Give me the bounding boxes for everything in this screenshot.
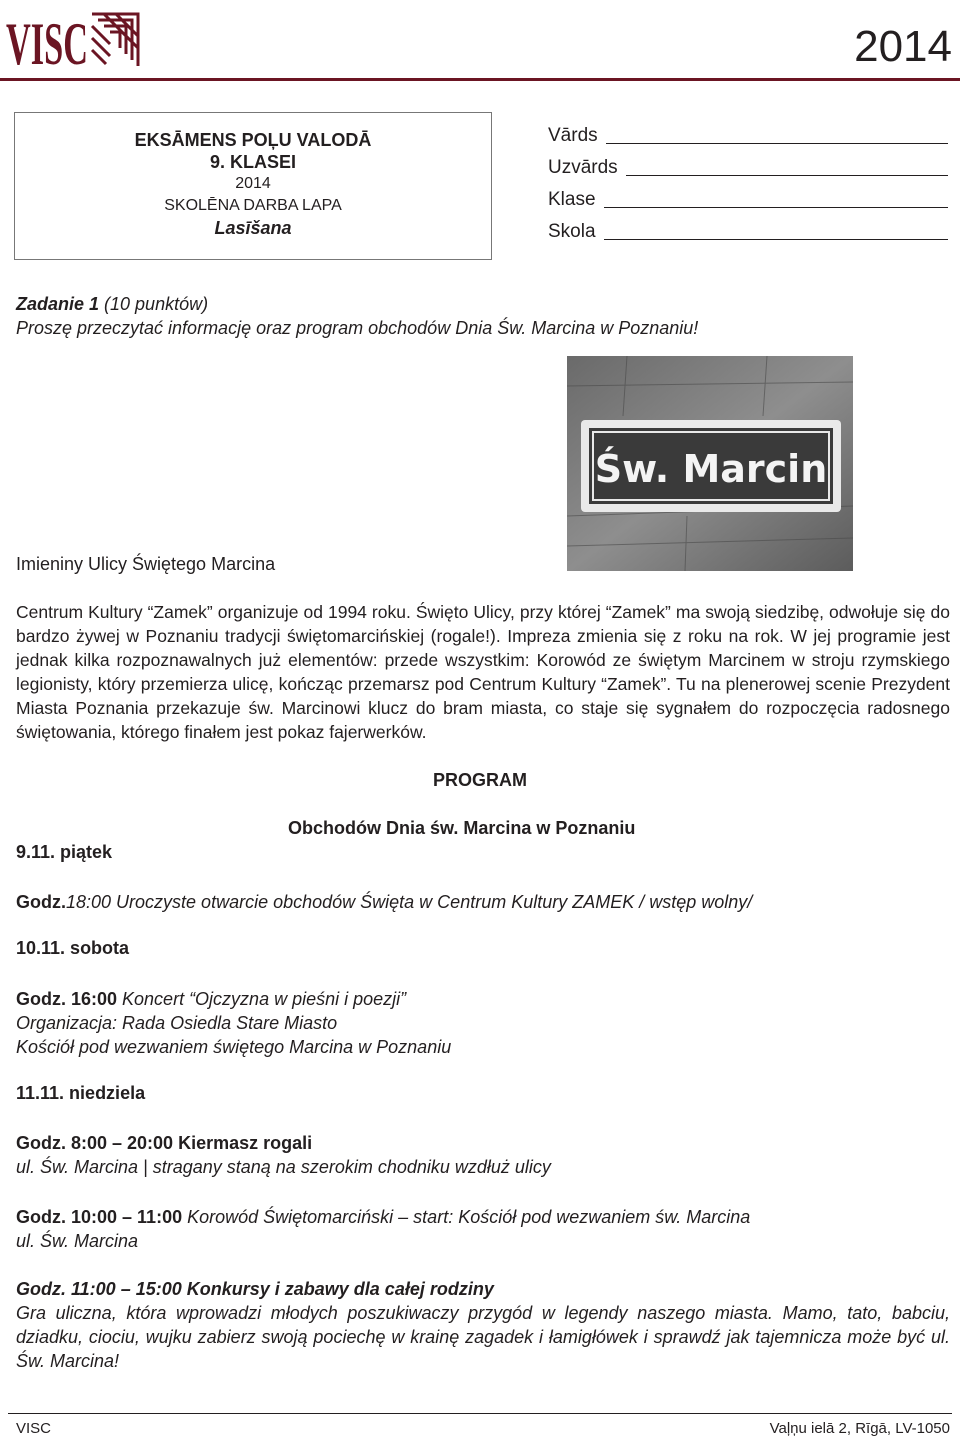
event-concert-title: Koncert “Ojczyzna w pieśni i poezji” [117, 989, 407, 1009]
event-opening-text: 18:00 Uroczyste otwarcie obchodów Święta w Centrum Kultury ZAMEK / wstęp wolny/ [66, 892, 753, 912]
program-subheading: Obchodów Dnia św. Marcina w Poznaniu [288, 818, 636, 838]
section-name: Lasīšana [214, 218, 292, 238]
exam-year: 2014 [854, 22, 952, 71]
task-heading [16, 292, 946, 340]
event-contests [16, 1277, 950, 1373]
event-procession-street: ul. Św. Marcina [16, 1231, 139, 1251]
article-caption: Imieniny Ulicy Świętego Marcina [16, 554, 276, 574]
footer-address: Vaļņu ielā 2, Rīgā, LV-1050 [769, 1420, 950, 1437]
event-opening [16, 890, 950, 914]
event-fair [16, 1131, 950, 1179]
day-saturday: 10.11. sobota [16, 938, 130, 958]
surname-label: Uzvārds [548, 157, 618, 178]
event-concert [16, 987, 950, 1059]
event-concert-time: Godz. 16:00 [16, 989, 118, 1009]
name-label: Vārds [548, 125, 598, 146]
visc-logo [6, 6, 141, 68]
footer-org: VISC [16, 1420, 52, 1437]
task-instruction: Proszę przeczytać informację oraz program obchodów Dnia Św. Marcina w Poznaniu! [16, 318, 699, 338]
event-procession [16, 1205, 950, 1253]
street-sign-text: Św. Marcin [594, 447, 828, 491]
event-fair-time: Godz. 8:00 – 20:00 Kiermasz rogali [16, 1133, 313, 1153]
event-procession-desc: Korowód Świętomarciński – start: Kościół pod wezwaniem św. Marcina [182, 1207, 751, 1227]
event-opening-label: Godz. [16, 892, 66, 912]
class-field[interactable] [548, 188, 948, 212]
svg-text:VISC: VISC [6, 11, 88, 68]
event-contests-desc: Gra uliczna, która wprowadzi młodych poszukiwaczy przygód w legendy naszego miasta. Mamo, tato, babciu, dziadku, ciociu, wujku zabierz swoją pociechę w krainę zagadek i łamigłówek i sprawdź jak tajemnicza może być ul. Św. Marcina! [16, 1303, 950, 1371]
day-friday: 9.11. piątek [16, 842, 113, 862]
surname-line[interactable] [626, 175, 948, 176]
surname-field[interactable] [548, 156, 948, 180]
exam-info-text [14, 129, 492, 239]
task-title: Zadanie 1 [16, 294, 100, 314]
school-field[interactable] [548, 220, 948, 244]
name-line[interactable] [606, 143, 948, 144]
class-label: Klase [548, 189, 596, 210]
worksheet-label: SKOLĒNA DARBA LAPA [164, 197, 342, 214]
event-fair-desc: ul. Św. Marcina | stragany staną na szerokim chodniku wzdłuż ulicy [16, 1157, 551, 1177]
task-points: (10 punktów) [99, 294, 209, 314]
header-rule [0, 78, 960, 81]
class-line[interactable] [604, 207, 948, 208]
exam-grade: 9. KLASEI [209, 152, 297, 172]
footer-rule [8, 1413, 952, 1414]
event-concert-place: Kościół pod wezwaniem świętego Marcina w Poznaniu [16, 1037, 452, 1057]
street-sign-photo [567, 356, 853, 571]
program-heading: PROGRAM [433, 770, 527, 790]
article-paragraph: Centrum Kultury “Zamek” organizuje od 1994 roku. Święto Ulicy, przy której “Zamek” ma swoją siedzibę, odwołuje się do bardzo żywej w Poznaniu tradycji świętomarcińskiej (rogale!). Impreza zmienia się z roku na rok. W jej programie jest jednak kilka rozpoznawalnych już elementów: przede wszystkim: Korowód ze świętym Marcinem w stroju rzymskiego legionisty, który przemierza ulicę, kończąc przemarsz pod Centrum Kultury “Zamek”. Tu na plenerowej scenie Prezydent Miasta Poznania przekazuje św. Marcinowi klucz do bram miasta, co staje się sygnałem do rozpoczęcia radosnego świętowania, którego finałem jest pokaz fajerwerków. [16, 602, 950, 742]
day-sunday: 11.11. niedziela [16, 1083, 146, 1103]
school-line[interactable] [604, 239, 948, 240]
event-procession-time: Godz. 10:00 – 11:00 [16, 1207, 183, 1227]
school-label: Skola [548, 221, 596, 242]
name-field[interactable] [548, 124, 948, 148]
event-concert-org: Organizacja: Rada Osiedla Stare Miasto [16, 1013, 338, 1033]
event-contests-time: Godz. 11:00 – 15:00 Konkursy i zabawy dla całej rodziny [16, 1279, 494, 1299]
exam-year-small: 2014 [235, 175, 271, 192]
exam-title: EKSĀMENS POĻU VALODĀ [134, 130, 372, 150]
